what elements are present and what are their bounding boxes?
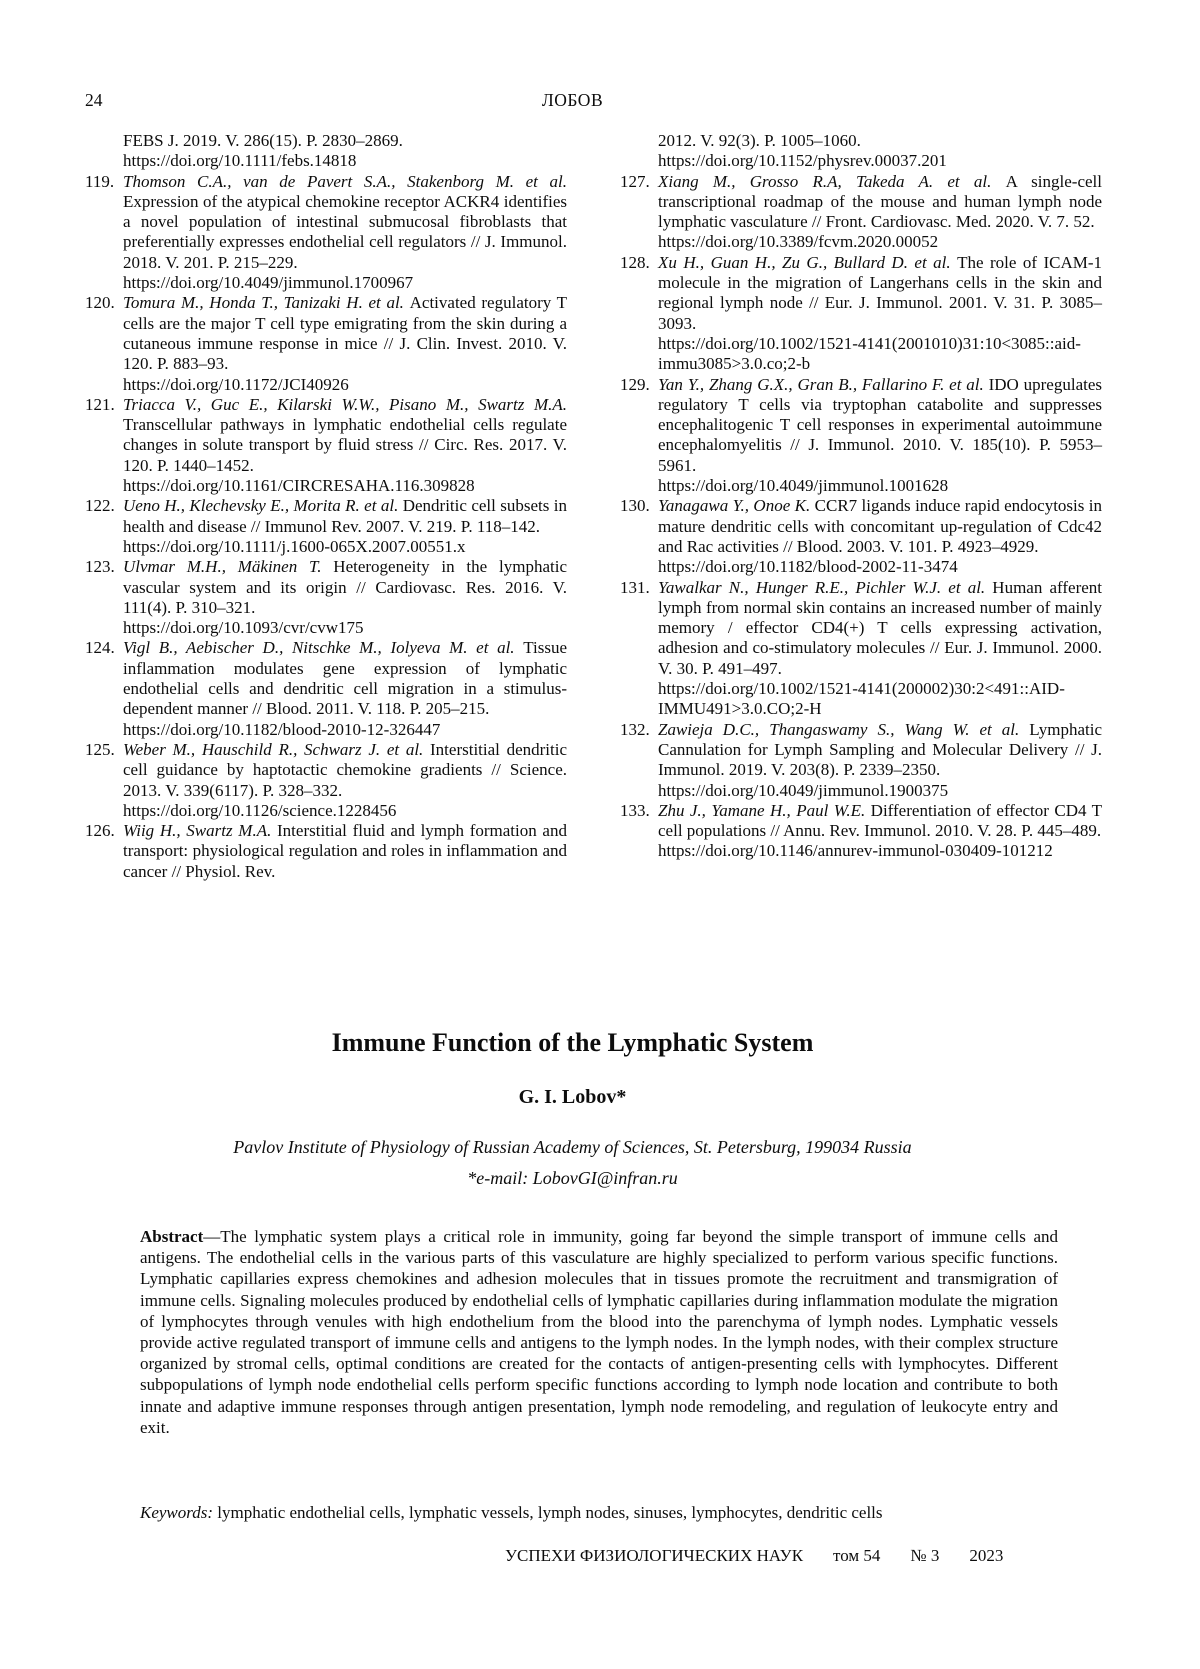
running-head: [85, 90, 1060, 111]
reference-citation: [658, 253, 1102, 334]
reference-number: 130.: [620, 496, 650, 516]
reference-doi: https://doi.org/10.1126/science.1228456: [123, 800, 397, 820]
reference-text: Transcellular pathways in lymphatic endothelial cells regulate changes in solute transport by fluid stress // Circ. Res. 2017. V. 120. P. 1440–1452.: [123, 415, 567, 475]
reference-doi: https://doi.org/10.1111/j.1600-065X.2007.00551.x: [123, 536, 466, 556]
reference-authors: Tomura M., Honda T., Tanizaki H. et al.: [123, 293, 410, 313]
reference-authors: Zhu J., Yamane H., Paul W.E.: [658, 800, 871, 820]
references-right-column: [620, 131, 1102, 882]
reference-item: [85, 821, 567, 882]
reference-item: [85, 131, 567, 172]
reference-doi: https://doi.org/10.1002/1521-4141(2001010)31:10<3085::aid-immu3085>3.0.co;2-b: [658, 333, 1081, 374]
reference-text: Interstitial dendritic cell guidance by haptotactic chemokine gradients // Science. 2013. V. 339(6117). P. 328–332.: [123, 739, 568, 800]
reference-item: [85, 172, 567, 294]
reference-citation: [658, 131, 1102, 151]
reference-item: [620, 578, 1102, 720]
reference-doi: https://doi.org/10.1093/cvr/cvw175: [123, 618, 364, 638]
reference-text: IDO upregulates regulatory T cells via tryptophan catabolite and suppresses encephalitogenic T cell responses in experimental autoimmune encephalomyelitis // J. Immunol. 2010. V. 185(10). P. 5953–5961.: [658, 374, 1102, 475]
article-affiliation: Pavlov Institute of Physiology of Russian Academy of Sciences, St. Petersburg, 199034 Russia: [233, 1137, 912, 1157]
reference-item: [85, 638, 567, 739]
reference-item: [620, 375, 1102, 497]
reference-item: [85, 557, 567, 638]
reference-citation: [123, 496, 567, 537]
reference-item: [85, 395, 567, 496]
reference-authors: Yanagawa Y., Onoe K.: [658, 496, 815, 516]
reference-item: [620, 801, 1102, 862]
reference-doi: https://doi.org/10.4049/jimmunol.1900375: [658, 780, 949, 800]
reference-citation: [123, 131, 567, 151]
reference-number: 133.: [620, 800, 650, 820]
reference-number: 121.: [85, 394, 115, 414]
reference-citation: [123, 638, 567, 719]
reference-number: 123.: [85, 557, 115, 577]
reference-doi: https://doi.org/10.1111/febs.14818: [123, 151, 357, 171]
reference-citation: [658, 172, 1102, 233]
keywords-label: Keywords:: [140, 1503, 214, 1522]
footer-year: 2023: [969, 1546, 1004, 1565]
reference-citation: [658, 720, 1102, 781]
reference-authors: Yan Y., Zhang G.X., Gran B., Fallarino F. et al.: [658, 374, 989, 394]
abstract-label: Abstract: [140, 1227, 204, 1246]
reference-text: Tissue inflammation modulates gene expression of lymphatic endothelial cells and dendritic cell migration in a stimulus-dependent manner // Blood. 2011. V. 118. P. 205–215.: [123, 638, 567, 719]
reference-doi: https://doi.org/10.1152/physrev.00037.201: [658, 151, 947, 171]
reference-number: 126.: [85, 821, 115, 841]
reference-text: A single-cell transcriptional roadmap of the mouse and human lymph node lymphatic vasculature // Front. Cardiovasc. Med. 2020. V. 7. 52.: [658, 171, 1102, 232]
reference-citation: [123, 740, 567, 801]
reference-authors: Yawalkar N., Hunger R.E., Pichler W.J. et al.: [658, 577, 993, 597]
reference-item: [620, 172, 1102, 253]
reference-citation: [658, 375, 1102, 476]
reference-number: 128.: [620, 252, 650, 272]
footer-issue: № 3: [910, 1546, 940, 1565]
reference-text: Differentiation of effector CD4 T cell populations // Annu. Rev. Immunol. 2010. V. 28. P. 445–489.: [658, 800, 1102, 841]
reference-text: 2012. V. 92(3). P. 1005–1060.: [658, 131, 861, 150]
reference-text: FEBS J. 2019. V. 286(15). P. 2830–2869.: [123, 131, 403, 150]
page-number: 24: [85, 90, 103, 110]
reference-citation: [123, 557, 567, 618]
reference-doi: https://doi.org/10.1182/blood-2002-11-3474: [658, 557, 958, 577]
reference-text: Activated regulatory T cells are the major T cell type emigrating from the skin during a cutaneous immune response in mice // J. Clin. Invest. 2010. V. 120. P. 883–93.: [123, 293, 568, 374]
reference-authors: Xu H., Guan H., Zu G., Bullard D. et al.: [658, 252, 958, 272]
running-title: ЛОБОВ: [541, 90, 604, 110]
references-section: [85, 131, 1102, 882]
reference-number: 120.: [85, 293, 115, 313]
footer-volume: том 54: [833, 1546, 881, 1565]
reference-item: [85, 496, 567, 557]
reference-text: Interstitial fluid and lymph formation and transport: physiological regulation and roles in inflammation and cancer // Physiol. Rev.: [123, 821, 567, 881]
reference-doi: https://doi.org/10.4049/jimmunol.1001628: [658, 476, 949, 496]
reference-text: Human afferent lymph from normal skin contains an increased number of mainly memory / effector CD4(+) T cells expressing activation, adhesion and co-stimulatory molecules // Eur. J. Immunol. 2000. V. 30. P. 491–497.: [658, 577, 1102, 678]
reference-citation: [123, 172, 567, 273]
reference-doi: https://doi.org/10.3389/fcvm.2020.00052: [658, 232, 939, 252]
reference-doi: https://doi.org/10.1002/1521-4141(200002)30:2<491::AID-IMMU491>3.0.CO;2-H: [658, 679, 1065, 719]
reference-item: [85, 740, 567, 821]
reference-doi: https://doi.org/10.1161/CIRCRESAHA.116.309828: [123, 476, 475, 496]
reference-citation: [123, 821, 567, 882]
reference-authors: Weber M., Hauschild R., Schwarz J. et al.: [123, 739, 431, 759]
article-author: G. I. Lobov*: [518, 1086, 627, 1108]
reference-number: 131.: [620, 577, 650, 597]
journal-footer: [505, 1546, 1003, 1566]
reference-number: 122.: [85, 496, 115, 516]
reference-text: Lymphatic Cannulation for Lymph Sampling and Molecular Delivery // J. Immunol. 2019. V. 203(8). P. 2339–2350.: [658, 719, 1102, 780]
reference-citation: [123, 395, 567, 476]
reference-authors: Wiig H., Swartz M.A.: [123, 821, 278, 841]
reference-text: Expression of the atypical chemokine receptor ACKR4 identifies a novel population of intestinal submucosal fibroblasts that preferentially expresses endothelial cell regulators // J. Immunol. 2018. V. 201. P. 215–229.: [123, 191, 567, 272]
abstract-paragraph: [140, 1226, 1058, 1438]
reference-number: 129.: [620, 374, 650, 394]
keywords-text: lymphatic endothelial cells, lymphatic vessels, lymph nodes, sinuses, lymphocytes, dendritic cells: [213, 1503, 883, 1522]
reference-authors: Thomson C.A., van de Pavert S.A., Stakenborg M. et al.: [123, 171, 567, 191]
reference-text: Heterogeneity in the lymphatic vascular system and its origin // Cardiovasc. Res. 2016. V. 111(4). P. 310–321.: [123, 557, 567, 617]
reference-number: 132.: [620, 719, 650, 739]
reference-authors: Zawieja D.C., Thangaswamy S., Wang W. et al.: [658, 719, 1030, 739]
reference-number: 124.: [85, 638, 115, 658]
references-left-column: [85, 131, 567, 882]
reference-item: [620, 720, 1102, 801]
reference-doi: https://doi.org/10.1172/JCI40926: [123, 374, 349, 394]
reference-citation: [658, 578, 1102, 679]
reference-text: CCR7 ligands induce rapid endocytosis in mature dendritic cells with concomitant up-regulation of Cdc42 and Rac activities // Blood. 2003. V. 101. P. 4923–4929.: [658, 496, 1102, 556]
reference-doi: https://doi.org/10.1182/blood-2010-12-326447: [123, 719, 441, 739]
reference-doi: https://doi.org/10.4049/jimmunol.1700967: [123, 273, 414, 293]
reference-citation: [658, 801, 1102, 842]
reference-authors: Xiang M., Grosso R.A, Takeda A. et al.: [658, 171, 1006, 191]
reference-text: The role of ICAM-1 molecule in the migration of Langerhans cells in the skin and regional lymph node // Eur. J. Immunol. 2001. V. 31. P. 3085–3093.: [658, 252, 1102, 333]
reference-authors: Ueno H., Klechevsky E., Morita R. et al.: [123, 496, 403, 516]
reference-authors: Vigl B., Aebischer D., Nitschke M., Iolyeva M. et al.: [123, 638, 524, 658]
reference-number: 127.: [620, 171, 650, 191]
footer-journal-name: УСПЕХИ ФИЗИОЛОГИЧЕСКИХ НАУК: [505, 1546, 804, 1565]
article-email: *e-mail: LobovGI@infran.ru: [467, 1168, 678, 1188]
article-header: [85, 1028, 1060, 1189]
reference-item: [620, 496, 1102, 577]
reference-number: 119.: [85, 171, 115, 191]
reference-item: [85, 293, 567, 394]
reference-doi: https://doi.org/10.1146/annurev-immunol-030409-101212: [658, 841, 1053, 861]
reference-number: 125.: [85, 739, 115, 759]
reference-item: [620, 131, 1102, 172]
reference-item: [620, 253, 1102, 375]
reference-citation: [123, 293, 567, 374]
article-title: Immune Function of the Lymphatic System: [331, 1028, 814, 1057]
reference-authors: Triacca V., Guc E., Kilarski W.W., Pisano M., Swartz M.A.: [123, 394, 567, 414]
keywords-line: [140, 1503, 1058, 1523]
abstract-text: —The lymphatic system plays a critical role in immunity, going far beyond the simple transport of immune cells and antigens. The endothelial cells in the various parts of this vasculature are highly specialized to perform various specific functions. Lymphatic capillaries express chemokines and adhesion molecules that in tissues promote the recruitment and transmigration of immune cells. Signaling molecules produced by endothelial cells of lymphatic capillaries during inflammation modulate the migration of lymphocytes through venules with high endothelium from the blood into the parenchyma of lymph nodes. Lymphatic vessels provide active regulated transport of immune cells and antigens to the lymph nodes. In the lymph nodes, with their complex structure organized by stromal cells, optimal conditions are created for the contacts of antigen-presenting cells with lymphocytes. Different subpopulations of lymph node endothelial cells perform specific functions according to lymph node location and contribute to both innate and adaptive immune responses through antigen presentation, lymph node remodeling, and regulation of leukocyte entry and exit.: [140, 1227, 1058, 1437]
reference-text: Dendritic cell subsets in health and disease // Immunol Rev. 2007. V. 219. P. 118–142.: [123, 496, 567, 536]
reference-citation: [658, 496, 1102, 557]
reference-authors: Ulvmar M.H., Mäkinen T.: [123, 557, 334, 577]
